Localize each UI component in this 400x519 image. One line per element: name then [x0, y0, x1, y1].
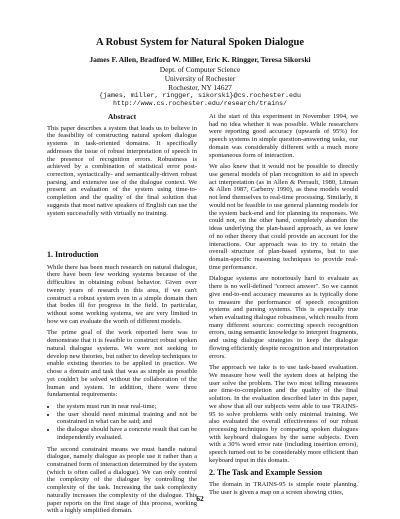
right-paragraph-4: The approach we take is to use task-based evaluation. We measure how well the system does at helping the user solve the problem. The two most telling measures are time-to-completion and the quality of the final solution. In the evaluation described later in this paper, we show that all our subjects were able to use TRAINS-95 to solve problems with only minimal training. We also evaluated the overall effectiveness of our robust processing techniques by comparing spoken dialogues with keyboard dialogues by the same subjects. Even with a 30% word error rate (including insertion errors), speech turned out to be considerably more efficient than keyboard input in this domain.	[209, 364, 358, 464]
affiliation-city: Rochester, NY 14627	[168, 83, 232, 92]
intro-paragraph-1: While there has been much research on natural dialogue, there have been few working systems because of the difficulties in obtaining robust behavior. Given over twenty years of research in this area, if we can't construct a robust system even in a simple domain then that bodes ill for progress in the field. In particular, without some working systems, we are very limited in how we can evaluate the worth of different models.	[47, 263, 197, 325]
left-column-abstract	[47, 113, 197, 221]
section-1-heading: 1. Introduction	[47, 250, 99, 259]
affiliation-dept: Dept. of Computer Science	[159, 65, 241, 74]
author-list: James F. Allen, Bradford W. Miller, Eric K. Ringger, Teresa Sikorski	[89, 55, 311, 64]
right-paragraph-2: We also knew that it would not be possible to directly use general models of plan recognition to aid in speech act interpretation (as in Allen & Perrault, 1980, Litman & Allen 1987, Carberry 1990), as these models would not lend themselves to real-time processing. Similarly, it would not be feasible to use general planning models for the system back-end and for planning its responses. We could not, on the other hand, completely abandon the ideas underlying the plan-based approach, as we knew of no other theory that could provide an account for the interactions. Our approach was to try to retain the overall structure of plan-based systems, but to use domain-specific reasoning techniques to provide real-time performance.	[209, 163, 358, 271]
right-column	[209, 113, 358, 501]
list-item: • the system must run in near real-time;	[57, 403, 197, 411]
right-paragraph-3: Dialogue systems are notoriously hard to evaluate as there is no well-defined "correct answer". So we cannot give end-to-end accuracy measures as is typically done to measure the performance of speech recognition systems and parsing systems. This is especially true when evaluating dialogue robustness, which results from many different sources: correcting speech recognition errors, using semantic knowledge to interpret fragments, and using dialogue strategies to keep the dialogue flowing efficiently despite recognition and interpretation errors.	[209, 275, 358, 360]
author-emails: {james, miller, ringger, sikorski}@cs.rochester.edu	[99, 92, 301, 99]
section-2-paragraph-1: The domain in TRAINS-95 is simple route planning. The user is given a map on a screen showing cities,	[209, 481, 358, 497]
section-2-heading: 2. The Task and Example Session	[209, 467, 323, 477]
list-item: • the dialogue should have a concrete result that can be independently evaluated.	[57, 426, 197, 441]
paper-title: A Robust System for Natural Spoken Dialogue	[95, 37, 305, 48]
abstract-text: This paper describes a system that leads us to believe in the feasibility of constructing natural spoken dialogue systems in task-oriented domains. It specifically addresses the issue of robust interpretation of speech in the presence of recognition errors. Robustness is achieved by a combination of statistical error post-correction, syntactically- and semantically-driven robust parsing, and extensive use of the dialogue context. We present an evaluation of the system using time-to-completion and the quality of the final solution that suggests that most native speakers of English can use the system successfully with virtually no training.	[47, 124, 197, 217]
right-paragraph-1: At the start of this experiment in November 1994, we had no idea whether it was possible. While researchers were reporting good accuracy (upwards of 95%) for speech systems in simple question-answering tasks, our domain was considerably different with a much more spontaneous form of interaction.	[209, 113, 358, 159]
left-column-body	[47, 249, 197, 519]
list-item: • the user should need minimal training and not be constrained in what can be said; and	[57, 411, 197, 426]
project-url: http://www.cs.rochester.edu/research/trains/	[112, 100, 288, 107]
affiliation-university: University of Rochester	[164, 74, 236, 83]
intro-paragraph-2: The prime goal of the work reported here was to demonstrate that it is feasible to construct robust spoken natural dialogue systems. We were not seeking to develop new theories, but rather to develop techniques to enable existing theories to be applied in practice. We chose a domain and task that was as simple as possible yet couldn't be solved without the collaboration of the human and system. In addition, there were three fundamental requirements:	[47, 329, 197, 399]
requirements-list	[47, 403, 197, 442]
abstract-heading: Abstract	[107, 112, 137, 121]
page-number: 62	[196, 494, 204, 503]
intro-paragraph-3: The second constraint means we must handle natural dialogue, namely dialogue as people use it rather than a constrained form of interaction determined by the system (which is often called a dialogue). We can only control the complexity of the dialogue by controlling the complexity of the task. Increasing the task complexity naturally increases the complexity of the dialogue. This paper reports on the first stage of this process, working with a highly simplified domain.	[47, 445, 197, 515]
